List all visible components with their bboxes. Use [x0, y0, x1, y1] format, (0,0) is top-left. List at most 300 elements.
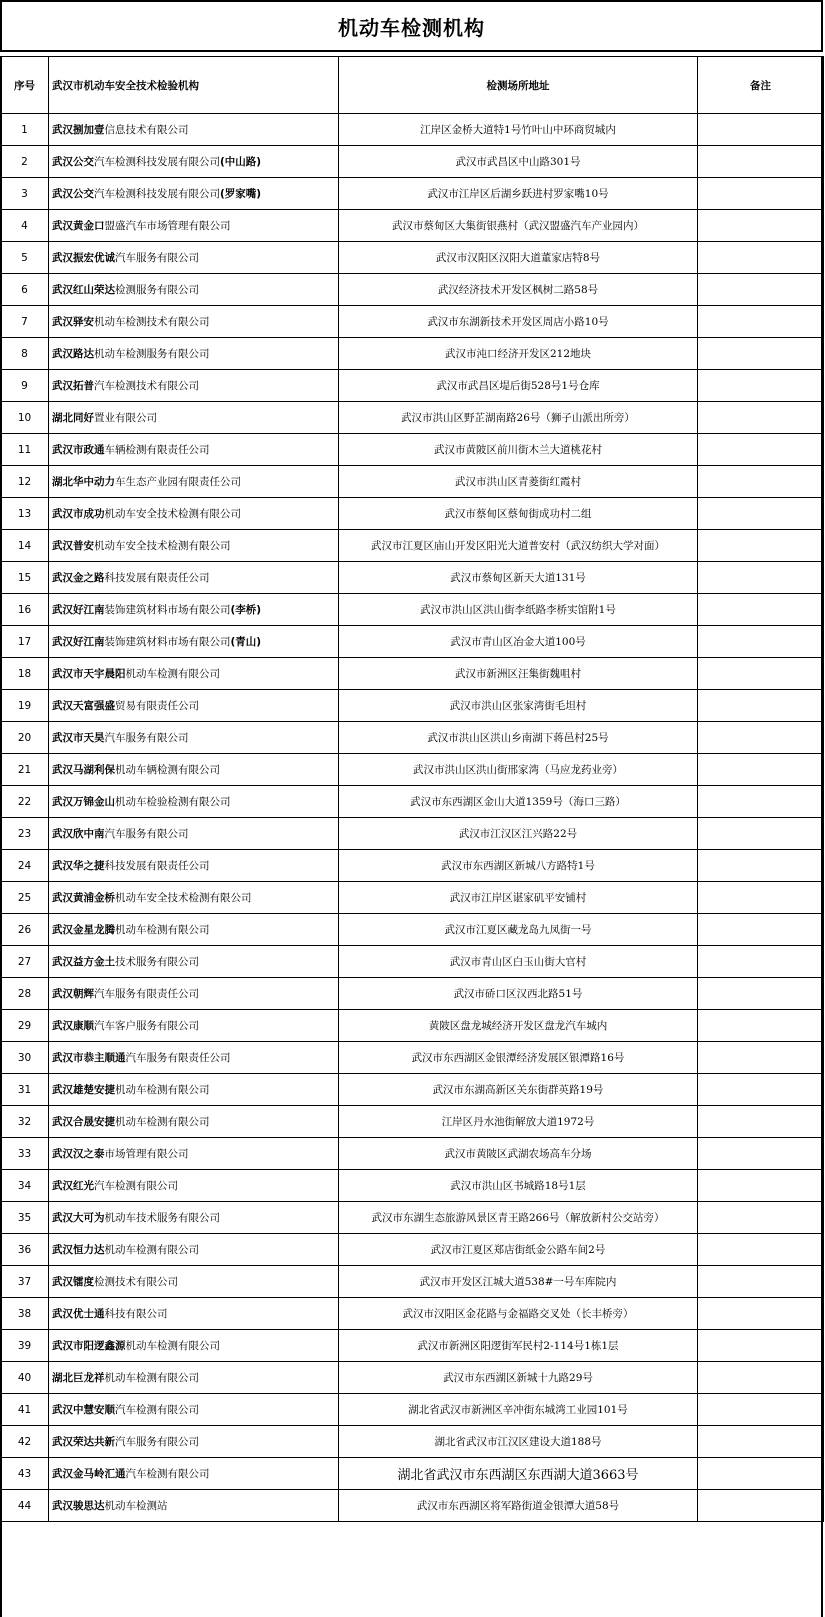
note-cell: [698, 978, 824, 1010]
note-cell: [698, 1426, 824, 1458]
organization-name-branch: (青山): [230, 636, 262, 648]
organization-name: [49, 402, 339, 434]
organization-name-prefix: 武汉金星龙腾: [52, 924, 115, 936]
row-number: 37: [1, 1266, 49, 1298]
organization-name-prefix: 武汉驿安: [52, 316, 94, 328]
note-cell: [698, 1362, 824, 1394]
organization-name: [49, 690, 339, 722]
row-number: 7: [1, 306, 49, 338]
organization-name: [49, 1074, 339, 1106]
organization-name-suffix: 车生态产业园有限责任公司: [115, 476, 241, 488]
note-cell: [698, 1298, 824, 1330]
table-row: [1, 1298, 824, 1330]
row-number: 38: [1, 1298, 49, 1330]
organization-name: [49, 370, 339, 402]
table-row: [1, 1266, 824, 1298]
table-row: [1, 562, 824, 594]
inspection-address: 武汉市汉阳区金花路与金福路交叉处（长丰桥旁）: [339, 1298, 698, 1330]
row-number: 33: [1, 1138, 49, 1170]
row-number: 27: [1, 946, 49, 978]
inspection-address: 武汉市江夏区庙山开发区阳光大道普安村（武汉纺织大学对面）: [339, 530, 698, 562]
inspection-address: 江岸区金桥大道特1号竹叶山中环商贸城内: [339, 114, 698, 146]
header-no: 序号: [1, 57, 49, 114]
row-number: 36: [1, 1234, 49, 1266]
organization-name: [49, 818, 339, 850]
organization-name-prefix: 武汉振宏优诚: [52, 252, 115, 264]
organization-name-suffix: 汽车服务有限公司: [104, 828, 189, 840]
inspection-address: 武汉市青山区白玉山街大官村: [339, 946, 698, 978]
row-number: 32: [1, 1106, 49, 1138]
inspection-address: 武汉市硚口区汉西北路51号: [339, 978, 698, 1010]
table-row: [1, 850, 824, 882]
organization-name-suffix: 汽车服务有限责任公司: [94, 988, 199, 1000]
note-cell: [698, 338, 824, 370]
organization-name-suffix: 机动车检测站: [104, 1500, 168, 1512]
row-number: 17: [1, 626, 49, 658]
note-cell: [698, 114, 824, 146]
note-cell: [698, 754, 824, 786]
row-number: 24: [1, 850, 49, 882]
inspection-address: 武汉市江汉区江兴路22号: [339, 818, 698, 850]
organization-name: [49, 978, 339, 1010]
organization-name: [49, 786, 339, 818]
table-row: [1, 690, 824, 722]
inspection-address: 武汉经济技术开发区枫树二路58号: [339, 274, 698, 306]
table-row: [1, 658, 824, 690]
table-row: [1, 626, 824, 658]
table-row: [1, 1042, 824, 1074]
row-number: 25: [1, 882, 49, 914]
note-cell: [698, 242, 824, 274]
organization-name-suffix: 置业有限公司: [94, 412, 157, 424]
row-number: 1: [1, 114, 49, 146]
inspection-address: 武汉市江夏区藏龙岛九凤街一号: [339, 914, 698, 946]
note-cell: [698, 658, 824, 690]
note-cell: [698, 594, 824, 626]
organization-name-suffix: 技术服务有限公司: [115, 956, 199, 968]
organization-name: [49, 658, 339, 690]
organization-name-suffix: 机动车检测有限公司: [115, 924, 210, 936]
organization-name-prefix: 武汉荣达共新: [52, 1436, 115, 1448]
table-row: [1, 1170, 824, 1202]
organization-name-suffix: 汽车检测科技发展有限公司: [94, 188, 220, 200]
organization-name: [49, 946, 339, 978]
note-cell: [698, 1330, 824, 1362]
organization-name: [49, 1490, 339, 1522]
table-row: [1, 1010, 824, 1042]
organization-name-suffix: 机动车检测有限公司: [125, 668, 220, 680]
note-cell: [698, 402, 824, 434]
organization-name-prefix: 武汉汉之泰: [52, 1148, 105, 1160]
table-row: [1, 210, 824, 242]
inspection-address: 武汉市东西湖区新城十九路29号: [339, 1362, 698, 1394]
organization-name-prefix: 武汉金马岭汇通: [52, 1468, 126, 1480]
row-number: 21: [1, 754, 49, 786]
note-cell: [698, 946, 824, 978]
organization-name-prefix: 武汉黄浦金桥: [52, 892, 115, 904]
organization-name-prefix: 武汉好江南: [52, 636, 105, 648]
organization-name-prefix: 湖北华中动力: [52, 476, 115, 488]
table-row: [1, 1394, 824, 1426]
row-number: 5: [1, 242, 49, 274]
table-row: [1, 946, 824, 978]
inspection-address: 武汉市蔡甸区新天大道131号: [339, 562, 698, 594]
organization-name: [49, 754, 339, 786]
organization-name: [49, 1330, 339, 1362]
organization-name-suffix: 机动车检测服务有限公司: [94, 348, 210, 360]
organization-name-suffix: 机动车检测有限公司: [115, 1084, 210, 1096]
organization-name-suffix: 机动车检测技术有限公司: [94, 316, 210, 328]
inspection-address: 武汉市新洲区阳逻街军民村2-114号1栋1层: [339, 1330, 698, 1362]
table-row: [1, 818, 824, 850]
row-number: 9: [1, 370, 49, 402]
organization-name-prefix: 湖北同好: [52, 412, 94, 424]
organization-name-suffix: 机动车检测有限公司: [125, 1340, 220, 1352]
organization-name: [49, 338, 339, 370]
row-number: 10: [1, 402, 49, 434]
row-number: 12: [1, 466, 49, 498]
organization-name-prefix: 武汉益方金土: [52, 956, 115, 968]
row-number: 2: [1, 146, 49, 178]
page-title: 机动车检测机构: [0, 0, 823, 52]
note-cell: [698, 1234, 824, 1266]
table-row: [1, 242, 824, 274]
inspection-address: 武汉市洪山区洪山街李纸路李桥实馆附1号: [339, 594, 698, 626]
organization-name-suffix: 汽车服务有限公司: [115, 1436, 199, 1448]
note-cell: [698, 178, 824, 210]
inspection-address: 武汉市洪山区洪山乡南湖下蒋邑村25号: [339, 722, 698, 754]
note-cell: [698, 210, 824, 242]
organization-name-prefix: 湖北巨龙祥: [52, 1372, 105, 1384]
organization-name-suffix: 机动车安全技术检测有限公司: [94, 540, 231, 552]
row-number: 35: [1, 1202, 49, 1234]
row-number: 4: [1, 210, 49, 242]
organization-name-suffix: 检测技术有限公司: [94, 1276, 178, 1288]
organization-name: [49, 210, 339, 242]
organization-name-branch: (罗家嘴): [220, 188, 262, 200]
organization-name-suffix: 机动车技术服务有限公司: [104, 1212, 220, 1224]
row-number: 19: [1, 690, 49, 722]
organization-name-prefix: 武汉市恭主顺通: [52, 1052, 126, 1064]
organization-name: [49, 1010, 339, 1042]
note-cell: [698, 370, 824, 402]
organization-name-branch: (中山路): [220, 156, 262, 168]
organization-name-suffix: 车辆检测有限责任公司: [104, 444, 210, 456]
note-cell: [698, 1106, 824, 1138]
inspection-address: 武汉市洪山区张家湾街毛坦村: [339, 690, 698, 722]
organization-name-suffix: 机动车辆检测有限公司: [115, 764, 220, 776]
table-row: [1, 978, 824, 1010]
inspection-address: 武汉市蔡甸区蔡甸街成功村二组: [339, 498, 698, 530]
organization-name-suffix: 机动车检测有限公司: [115, 1116, 210, 1128]
organization-name: [49, 498, 339, 530]
organization-name: [49, 1266, 339, 1298]
table-row: [1, 178, 824, 210]
note-cell: [698, 914, 824, 946]
note-cell: [698, 722, 824, 754]
organization-name-suffix: 机动车安全技术检测有限公司: [104, 508, 241, 520]
note-cell: [698, 1490, 824, 1522]
organization-name: [49, 1298, 339, 1330]
row-number: 22: [1, 786, 49, 818]
inspection-table: [0, 56, 824, 1522]
organization-name: [49, 1106, 339, 1138]
inspection-address: 武汉市东湖生态旅游风景区青王路266号（解放新村公交站旁）: [339, 1202, 698, 1234]
table-row: [1, 786, 824, 818]
organization-name-suffix: 科技发展有限责任公司: [104, 572, 210, 584]
organization-name-prefix: 武汉恒力达: [52, 1244, 105, 1256]
organization-name: [49, 178, 339, 210]
organization-name: [49, 882, 339, 914]
row-number: 30: [1, 1042, 49, 1074]
organization-name: [49, 850, 339, 882]
organization-name: [49, 594, 339, 626]
organization-name-suffix: 装饰建筑材料市场有限公司: [104, 636, 231, 648]
inspection-address: 武汉市青山区冶金大道100号: [339, 626, 698, 658]
note-cell: [698, 562, 824, 594]
organization-name-suffix: 汽车检测技术有限公司: [94, 380, 199, 392]
inspection-address: 武汉市黄陂区武湖农场高车分场: [339, 1138, 698, 1170]
row-number: 15: [1, 562, 49, 594]
row-number: 31: [1, 1074, 49, 1106]
note-cell: [698, 818, 824, 850]
organization-name-suffix: 汽车检测有限公司: [94, 1180, 178, 1192]
inspection-address: 武汉市武昌区中山路301号: [339, 146, 698, 178]
organization-name-prefix: 武汉天富强盛: [52, 700, 115, 712]
organization-name-suffix: 贸易有限责任公司: [115, 700, 199, 712]
organization-name-prefix: 武汉雄楚安捷: [52, 1084, 115, 1096]
inspection-address: 武汉市江夏区郑店街纸金公路车间2号: [339, 1234, 698, 1266]
table-row: [1, 882, 824, 914]
row-number: 41: [1, 1394, 49, 1426]
inspection-address: 武汉市洪山区洪山街邢家湾（马应龙药业旁）: [339, 754, 698, 786]
note-cell: [698, 1074, 824, 1106]
row-number: 43: [1, 1458, 49, 1490]
organization-name-prefix: 武汉市政通: [52, 444, 105, 456]
organization-name-prefix: 武汉马湖利保: [52, 764, 115, 776]
inspection-address: 武汉市新洲区汪集街魏咀村: [339, 658, 698, 690]
organization-name-prefix: 武汉朝辉: [52, 988, 94, 1000]
organization-name: [49, 114, 339, 146]
organization-name: [49, 1202, 339, 1234]
organization-name-suffix: 汽车服务有限公司: [115, 252, 199, 264]
organization-name: [49, 306, 339, 338]
organization-name-prefix: 武汉镭度: [52, 1276, 94, 1288]
row-number: 18: [1, 658, 49, 690]
table-row: [1, 306, 824, 338]
note-cell: [698, 498, 824, 530]
row-number: 11: [1, 434, 49, 466]
note-cell: [698, 882, 824, 914]
organization-name: [49, 626, 339, 658]
inspection-address: 湖北省武汉市东西湖区东西湖大道3663号: [339, 1458, 698, 1490]
table-row: [1, 1458, 824, 1490]
organization-name-suffix: 科技发展有限责任公司: [104, 860, 210, 872]
inspection-address: 武汉市开发区江城大道538#一号车库院内: [339, 1266, 698, 1298]
organization-name-suffix: 科技有限公司: [104, 1308, 168, 1320]
note-cell: [698, 1266, 824, 1298]
table-row: [1, 370, 824, 402]
organization-name: [49, 1458, 339, 1490]
organization-name: [49, 1170, 339, 1202]
organization-name-prefix: 武汉康顺: [52, 1020, 94, 1032]
note-cell: [698, 1170, 824, 1202]
organization-name-prefix: 武汉公交: [52, 156, 94, 168]
table-row: [1, 1202, 824, 1234]
inspection-address: 武汉市沌口经济开发区212地块: [339, 338, 698, 370]
organization-name-prefix: 武汉好江南: [52, 604, 105, 616]
table-row: [1, 1234, 824, 1266]
table-row: [1, 1074, 824, 1106]
inspection-address: 武汉市东湖高新区关东街群英路19号: [339, 1074, 698, 1106]
organization-name-suffix: 机动车检验检测有限公司: [115, 796, 231, 808]
organization-name-prefix: 武汉市成功: [52, 508, 105, 520]
table-row: [1, 1138, 824, 1170]
note-cell: [698, 1202, 824, 1234]
header-note: 备注: [698, 57, 824, 114]
note-cell: [698, 1458, 824, 1490]
row-number: 39: [1, 1330, 49, 1362]
row-number: 44: [1, 1490, 49, 1522]
header-row: [1, 57, 824, 114]
organization-name-suffix: 汽车检测科技发展有限公司: [94, 156, 220, 168]
organization-name-suffix: 汽车服务有限责任公司: [125, 1052, 231, 1064]
organization-name-prefix: 武汉市阳逻鑫源: [52, 1340, 126, 1352]
inspection-address: 武汉市洪山区书城路18号1层: [339, 1170, 698, 1202]
row-number: 16: [1, 594, 49, 626]
note-cell: [698, 1394, 824, 1426]
row-number: 14: [1, 530, 49, 562]
note-cell: [698, 274, 824, 306]
organization-name: [49, 434, 339, 466]
organization-name-prefix: 武汉普安: [52, 540, 94, 552]
inspection-address: 武汉市蔡甸区大集街银燕村（武汉盟盛汽车产业园内）: [339, 210, 698, 242]
note-cell: [698, 1138, 824, 1170]
row-number: 20: [1, 722, 49, 754]
inspection-address: 武汉市黄陂区前川街木兰大道桃花村: [339, 434, 698, 466]
table-row: [1, 754, 824, 786]
note-cell: [698, 146, 824, 178]
organization-name: [49, 146, 339, 178]
row-number: 26: [1, 914, 49, 946]
organization-name-suffix: 信息技术有限公司: [104, 124, 189, 136]
organization-name-prefix: 武汉大可为: [52, 1212, 105, 1224]
table-row: [1, 594, 824, 626]
row-number: 28: [1, 978, 49, 1010]
row-number: 6: [1, 274, 49, 306]
note-cell: [698, 786, 824, 818]
organization-name-suffix: 机动车检测有限公司: [104, 1244, 199, 1256]
note-cell: [698, 626, 824, 658]
table-row: [1, 466, 824, 498]
note-cell: [698, 530, 824, 562]
table-row: [1, 530, 824, 562]
organization-name-suffix: 汽车服务有限公司: [104, 732, 189, 744]
organization-name-suffix: 汽车检测有限公司: [125, 1468, 210, 1480]
organization-name-prefix: 武汉中慧安顺: [52, 1404, 115, 1416]
organization-name-prefix: 武汉拓普: [52, 380, 94, 392]
organization-name-suffix: 汽车客户服务有限公司: [94, 1020, 199, 1032]
header-address: 检测场所地址: [339, 57, 698, 114]
organization-name-prefix: 武汉万锦金山: [52, 796, 115, 808]
table-row: [1, 498, 824, 530]
organization-name-suffix: 盟盛汽车市场管理有限公司: [104, 220, 231, 232]
inspection-address: 武汉市东西湖区新城八方路特1号: [339, 850, 698, 882]
organization-name-prefix: 武汉红光: [52, 1180, 94, 1192]
inspection-address: 江岸区丹水池街解放大道1972号: [339, 1106, 698, 1138]
organization-name-suffix: 检测服务有限公司: [115, 284, 199, 296]
inspection-address: 武汉市东湖新技术开发区周店小路10号: [339, 306, 698, 338]
organization-name: [49, 1394, 339, 1426]
row-number: 40: [1, 1362, 49, 1394]
organization-name-prefix: 武汉优士通: [52, 1308, 105, 1320]
organization-name-prefix: 武汉市天宇晨阳: [52, 668, 126, 680]
table-row: [1, 1362, 824, 1394]
organization-name-prefix: 武汉红山荣达: [52, 284, 115, 296]
inspection-address: 武汉市东西湖区金银潭经济发展区银潭路16号: [339, 1042, 698, 1074]
organization-name-prefix: 武汉路达: [52, 348, 94, 360]
organization-name: [49, 274, 339, 306]
note-cell: [698, 1042, 824, 1074]
note-cell: [698, 434, 824, 466]
organization-name-prefix: 武汉骏思达: [52, 1500, 105, 1512]
organization-name: [49, 914, 339, 946]
row-number: 29: [1, 1010, 49, 1042]
organization-name: [49, 1234, 339, 1266]
table-row: [1, 722, 824, 754]
table-row: [1, 274, 824, 306]
inspection-address: 武汉市汉阳区汉阳大道董家店特8号: [339, 242, 698, 274]
table-row: [1, 1330, 824, 1362]
organization-name: [49, 1426, 339, 1458]
note-cell: [698, 466, 824, 498]
note-cell: [698, 850, 824, 882]
organization-name-prefix: 武汉合晟安捷: [52, 1116, 115, 1128]
organization-name: [49, 466, 339, 498]
organization-name: [49, 242, 339, 274]
inspection-address: 武汉市江岸区谌家矶平安铺村: [339, 882, 698, 914]
inspection-address: 武汉市江岸区后湖乡跃进村罗家嘴10号: [339, 178, 698, 210]
note-cell: [698, 1010, 824, 1042]
organization-name: [49, 562, 339, 594]
organization-name-prefix: 武汉公交: [52, 188, 94, 200]
table-row: [1, 1106, 824, 1138]
header-name: 武汉市机动车安全技术检验机构: [49, 57, 339, 114]
organization-name-prefix: 武汉捌加壹: [52, 124, 105, 136]
organization-name-prefix: 武汉市天昊: [52, 732, 105, 744]
note-cell: [698, 306, 824, 338]
table-row: [1, 402, 824, 434]
organization-name-prefix: 武汉金之路: [52, 572, 105, 584]
row-number: 13: [1, 498, 49, 530]
organization-name: [49, 1138, 339, 1170]
organization-name-prefix: 武汉黄金口: [52, 220, 105, 232]
inspection-address: 武汉市洪山区野芷湖南路26号（狮子山派出所旁）: [339, 402, 698, 434]
organization-name-prefix: 武汉华之捷: [52, 860, 105, 872]
organization-name-suffix: 市场管理有限公司: [104, 1148, 189, 1160]
organization-name-branch: (李桥): [230, 604, 262, 616]
organization-name-suffix: 汽车检测有限公司: [115, 1404, 199, 1416]
inspection-address: 武汉市东西湖区将军路街道金银潭大道58号: [339, 1490, 698, 1522]
note-cell: [698, 690, 824, 722]
table-row: [1, 914, 824, 946]
inspection-address: 黄陂区盘龙城经济开发区盘龙汽车城内: [339, 1010, 698, 1042]
inspection-address: 武汉市武昌区堤后街528号1号仓库: [339, 370, 698, 402]
inspection-address: 湖北省武汉市江汉区建设大道188号: [339, 1426, 698, 1458]
organization-name-suffix: 装饰建筑材料市场有限公司: [104, 604, 231, 616]
table-row: [1, 434, 824, 466]
inspection-address: 湖北省武汉市新洲区辛冲街东城湾工业园101号: [339, 1394, 698, 1426]
